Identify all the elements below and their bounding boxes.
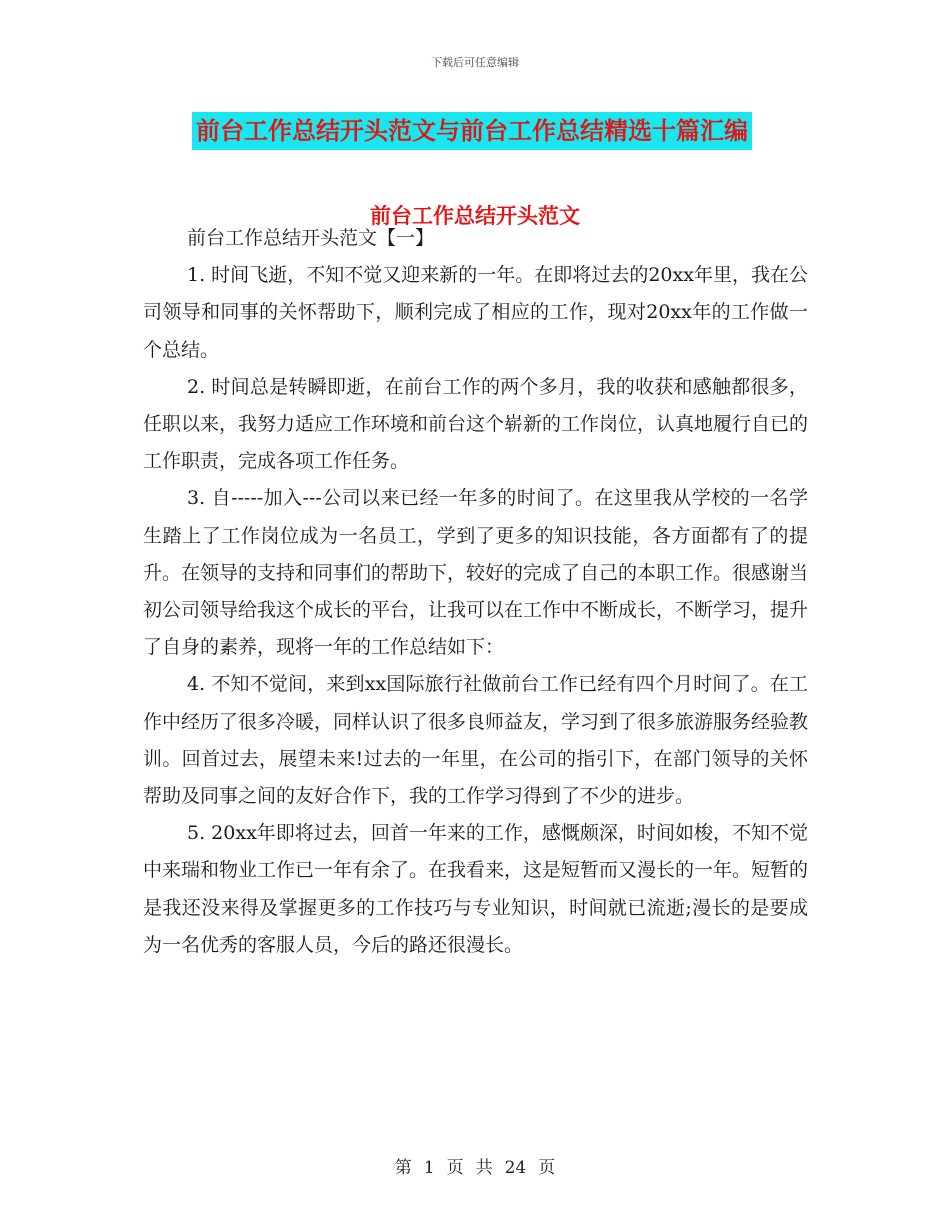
header-note: 下载后可任意编辑 xyxy=(431,56,519,69)
paragraph-4: 4. 不知不觉间，来到xx国际旅行社做前台工作已经有四个月时间了。在工作中经历了很多冷暖，同样认识了很多良师益友，学习到了很多旅游服务经验教训。回首过去，展望未来!过去的一年里，在公司的指引下，在部门领导的关怀帮助及同事之间的友好合作下，我的工作学习得到了不少的进步。 xyxy=(143,673,809,808)
footer-page-word: 页 xyxy=(446,1158,464,1178)
footer-total-word: 共 xyxy=(475,1158,493,1178)
paragraph-3: 3. 自-----加入---公司以来已经一年多的时间了。在这里我从学校的一名学生踏上了工作岗位成为一名员工，学到了更多的知识技能，各方面都有了的提升。在领导的支持和同事们的帮助下，较好的完成了自己的本职工作。很感谢当初公司领导给我这个成长的平台，让我可以在工作中不断成长，不断学习，提升了自身的素养，现将一年的工作总结如下： xyxy=(143,487,809,659)
footer-suffix: 页 xyxy=(538,1158,556,1178)
section-heading: 前台工作总结开头范文【一】 xyxy=(187,227,435,249)
document-body xyxy=(143,220,808,964)
page-footer xyxy=(0,1153,950,1178)
page-number: 1 xyxy=(423,1158,435,1178)
footer-prefix: 第 xyxy=(394,1158,412,1178)
paragraph-1: 1. 时间飞逝，不知不觉又迎来新的一年。在即将过去的20xx年里，我在公司领导和同事的关怀帮助下，顺利完成了相应的工作，现对20xx年的工作做一个总结。 xyxy=(143,264,808,361)
paragraph-5: 5. 20xx年即将过去，回首一年来的工作，感慨颇深，时间如梭，不知不觉中来瑞和物业工作已一年有余了。在我看来，这是短暂而又漫长的一年。短暂的是我还没来得及掌握更多的工作技巧与专业知识，时间就已流逝;漫长的是要成为一名优秀的客服人员，今后的路还很漫长。 xyxy=(143,822,809,956)
total-pages: 24 xyxy=(504,1158,527,1178)
section-title: 前台工作总结开头范文 xyxy=(370,204,580,228)
paragraph-2: 2. 时间总是转瞬即逝，在前台工作的两个多月，我的收获和感触都很多，任职以来，我努力适应工作环境和前台这个崭新的工作岗位，认真地履行自已的工作职责，完成各项工作任务。 xyxy=(143,375,809,473)
document-title: 前台工作总结开头范文与前台工作总结精选十篇汇编 xyxy=(192,112,752,150)
